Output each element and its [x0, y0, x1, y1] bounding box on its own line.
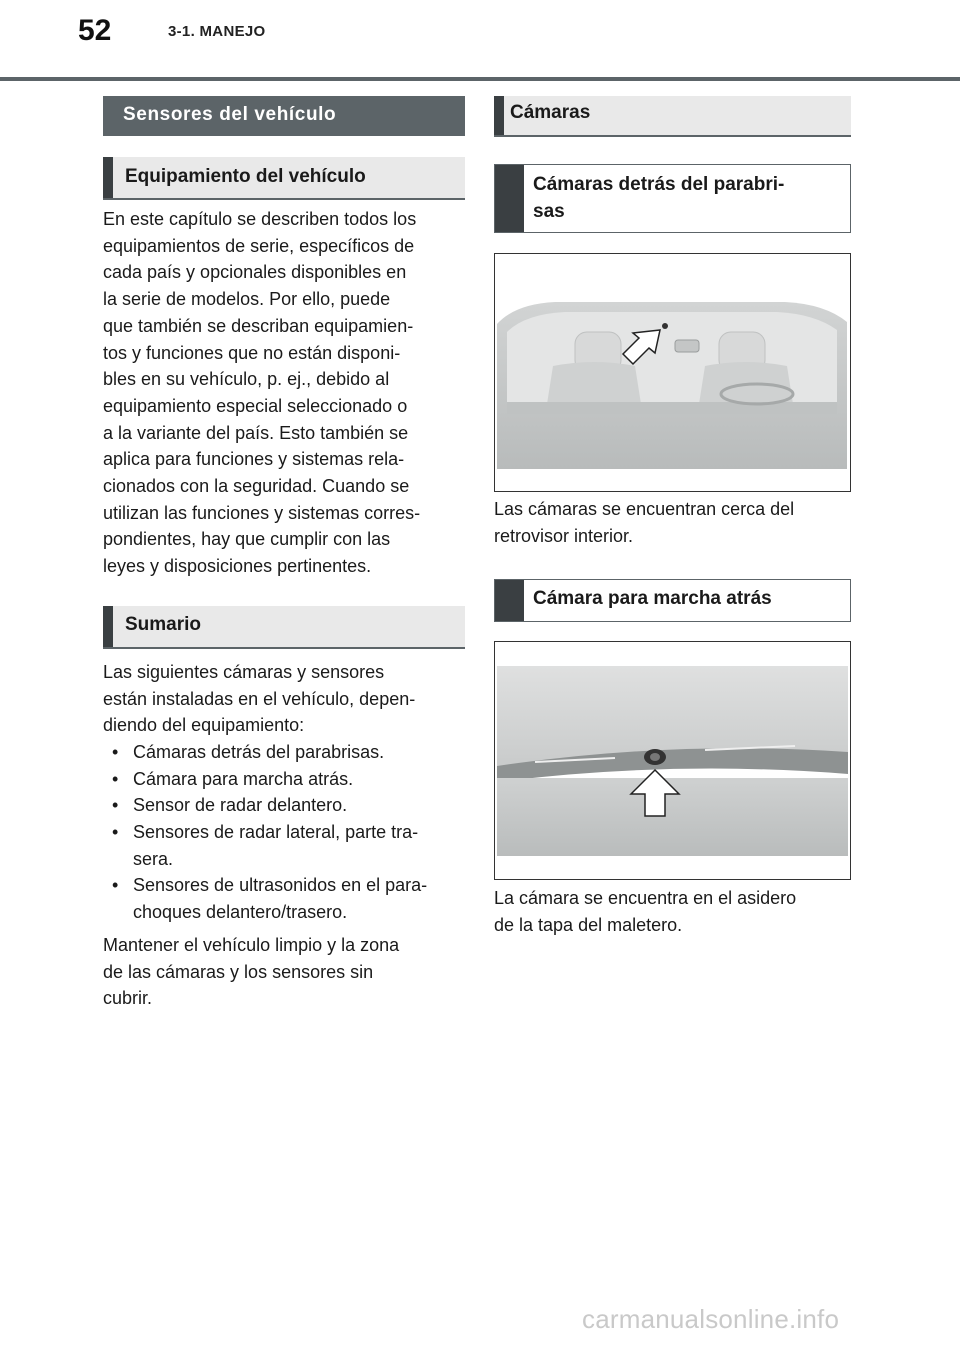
page-number: 52 — [78, 14, 112, 47]
chapter-label: 3-1. MANEJO — [168, 23, 266, 40]
reverse-camera-illustration — [494, 641, 851, 880]
list-item — [103, 766, 465, 793]
text-line: de las cámaras y los sensores sin — [103, 961, 374, 982]
heading-equipamiento: Equipamiento del vehículo — [103, 157, 465, 200]
trunk-lid-image — [495, 642, 850, 879]
list-item-text: • Cámara para marcha atrás. — [133, 768, 354, 789]
text-line: tos y funciones que no están disponi- — [103, 342, 401, 363]
heading-line: Cámaras detrás del parabri- — [533, 174, 785, 195]
heading-camaras-parabrisas — [494, 164, 851, 233]
heading-line: sas — [533, 201, 565, 222]
text-line: La cámara se encuentra en el asidero — [494, 888, 797, 909]
text-line: diendo del equipamiento: — [103, 715, 305, 736]
reverse-caption — [494, 885, 851, 938]
text-line: cada país y opcionales disponibles en — [103, 262, 407, 283]
watermark: carmanualsonline.info — [582, 1304, 840, 1334]
section-banner-camaras: Cámaras — [494, 96, 851, 137]
header-divider — [0, 77, 960, 81]
list-item — [103, 739, 465, 766]
left-column — [103, 96, 465, 1012]
sumario-intro — [103, 659, 465, 739]
text-line: bles en su vehículo, p. ej., debido al — [103, 369, 390, 390]
text-line: equipamiento especial seleccionado o — [103, 395, 408, 416]
right-column — [494, 96, 851, 939]
text-line: Las cámaras se encuentran cerca del — [494, 499, 795, 519]
section-banner-sensores: Sensores del vehículo — [103, 96, 465, 136]
list-item — [103, 819, 465, 872]
list-item-text: sera. — [133, 848, 174, 869]
list-item-text: • Cámaras detrás del parabrisas. — [133, 741, 385, 762]
text-line: Las siguientes cámaras y sensores — [103, 661, 385, 682]
text-line: que también se describan equipamien- — [103, 315, 414, 336]
windshield-caption — [494, 496, 851, 549]
text-line: En este capítulo se describen todos los — [103, 209, 417, 229]
text-line: pondientes, hay que cumplir con las — [103, 529, 391, 550]
text-line: la serie de modelos. Por ello, puede — [103, 289, 391, 310]
text-line: a la variante del país. Esto también se — [103, 422, 409, 443]
text-line: leyes y disposiciones pertinentes. — [103, 556, 372, 577]
car-interior-image — [495, 254, 850, 491]
equipamiento-text — [103, 206, 465, 580]
closing-text — [103, 932, 465, 1012]
list-item-text: • Sensores de radar lateral, parte tra- — [133, 822, 419, 843]
text-line: de la tapa del maletero. — [494, 915, 683, 936]
list-item-text: • Sensores de ultrasonidos en el para- — [133, 875, 428, 896]
list-item — [103, 872, 465, 925]
heading-sumario: Sumario — [103, 606, 465, 649]
text-line: cubrir. — [103, 988, 153, 1009]
text-line: retrovisor interior. — [494, 525, 634, 546]
list-item-text: choques delantero/trasero. — [133, 902, 348, 923]
windshield-camera-illustration — [494, 253, 851, 492]
list-item-text: • Sensor de radar delantero. — [133, 795, 348, 816]
heading-camara-marcha-atras: Cámara para marcha atrás — [494, 579, 851, 622]
text-line: Mantener el vehículo limpio y la zona — [103, 934, 400, 955]
text-line: están instaladas en el vehículo, depen- — [103, 688, 416, 709]
sensor-list — [103, 739, 465, 926]
text-line: utilizan las funciones y sistemas corres- — [103, 502, 421, 523]
text-line: cionados con la seguridad. Cuando se — [103, 476, 410, 497]
text-line: equipamientos de serie, específicos de — [103, 235, 415, 256]
list-item — [103, 792, 465, 819]
text-line: aplica para funciones y sistemas rela- — [103, 449, 405, 470]
